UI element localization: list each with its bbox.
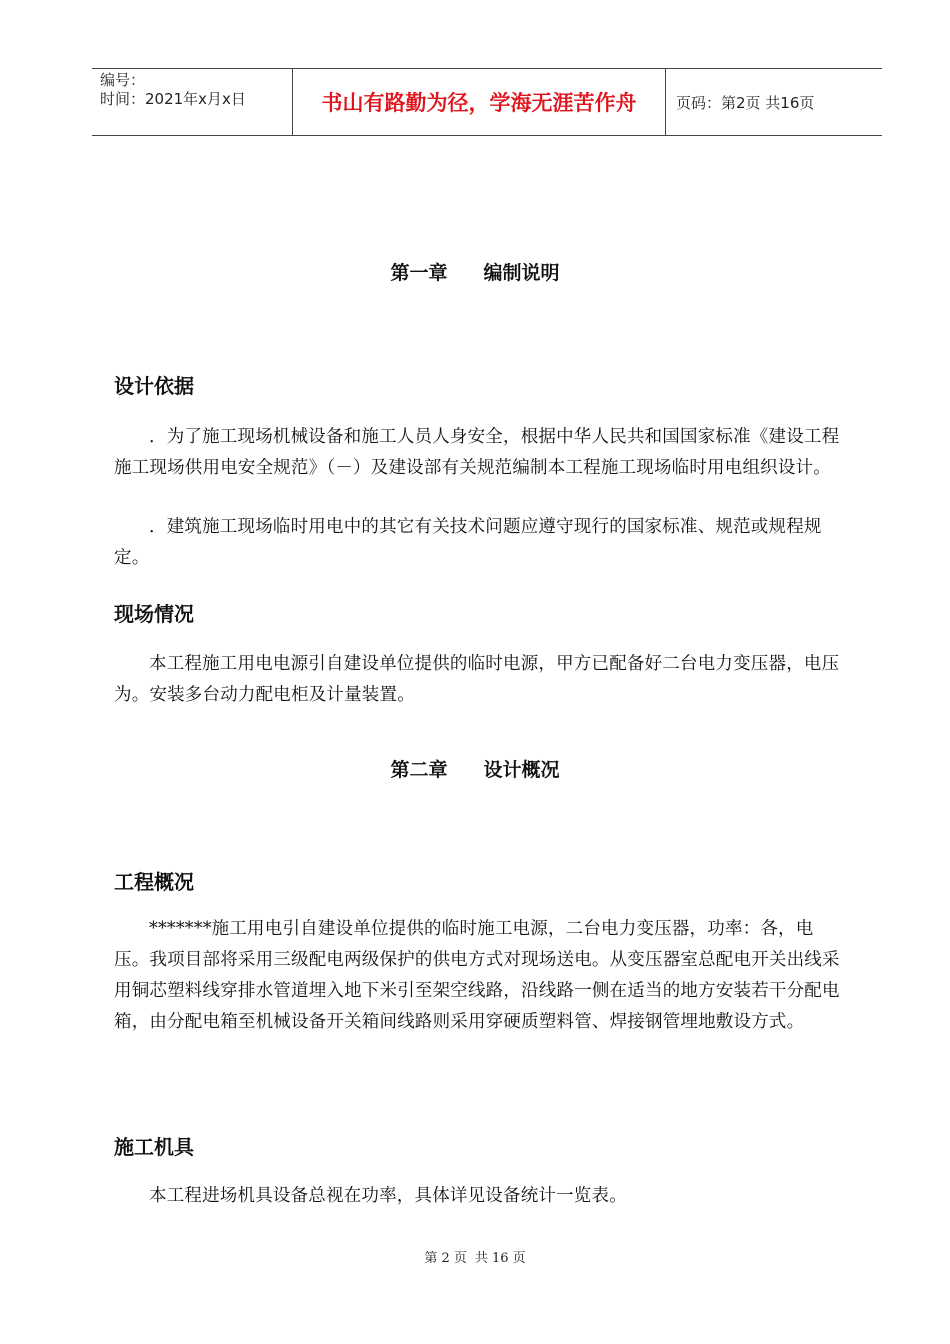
section-overview-title: 工程概况 [114, 870, 194, 894]
design-basis-text-2: ．建筑施工现场临时用电中的其它有关技术问题应遵守现行的国家标准、规范或规程规定。 [114, 517, 822, 568]
overview-paragraph [114, 914, 844, 1038]
chapter-2-title: 设计概况 [483, 759, 560, 781]
page-footer [0, 1247, 950, 1266]
header-motto: 书山有路勤为径，学海无涯苦作舟 [293, 69, 666, 135]
section-design-basis-title: 设计依据 [114, 374, 194, 398]
design-basis-paragraph-2 [114, 512, 844, 574]
design-basis-paragraph-1 [114, 422, 844, 484]
machines-paragraph [114, 1181, 844, 1212]
header-meta-cell [92, 69, 293, 135]
overview-text: *******施工用电引自建设单位提供的临时施工电源，二台电力变压器，功率：各，电压。我项目部将采用三级配电两级保护的供电方式对现场送电。从变压器室总配电开关出线采用铜芯塑料线穿排水管道埋入地下米引至架空线路，沿线路一侧在适当的地方安装若干分配电箱，由分配电箱至机械设备开关箱间线路则采用穿硬质塑料管、焊接钢管埋地敷设方式。 [114, 919, 840, 1032]
header-page-label: 页码：第2页 共16页 [676, 93, 815, 112]
chapter-1-heading [0, 258, 950, 285]
header-number-label: 编号： [100, 71, 146, 89]
machines-text: 本工程进场机具设备总视在功率，具体详见设备统计一览表。 [149, 1186, 627, 1206]
chapter-1-title: 编制说明 [483, 262, 560, 284]
chapter-1-number: 第一章 [390, 262, 448, 284]
chapter-2-number: 第二章 [390, 759, 448, 781]
section-machines-title: 施工机具 [114, 1135, 194, 1159]
header-table [92, 68, 882, 136]
site-paragraph [114, 649, 844, 711]
header-time-label: 时间：2021年x月x日 [100, 90, 246, 108]
chapter-2-heading [0, 755, 950, 782]
footer-page-total: 共 16 页 [474, 1251, 526, 1266]
footer-page-number: 第 2 页 [424, 1251, 467, 1266]
section-site-title: 现场情况 [114, 602, 194, 626]
design-basis-text-1: ．为了施工现场机械设备和施工人员人身安全，根据中华人民共和国国家标准《建设工程施工现场供用电安全规范》（－）及建设部有关规范编制本工程施工现场临时用电组织设计。 [114, 427, 840, 478]
site-text: 本工程施工用电电源引自建设单位提供的临时电源，甲方已配备好二台电力变压器，电压为。安装多台动力配电柜及计量装置。 [114, 654, 840, 705]
